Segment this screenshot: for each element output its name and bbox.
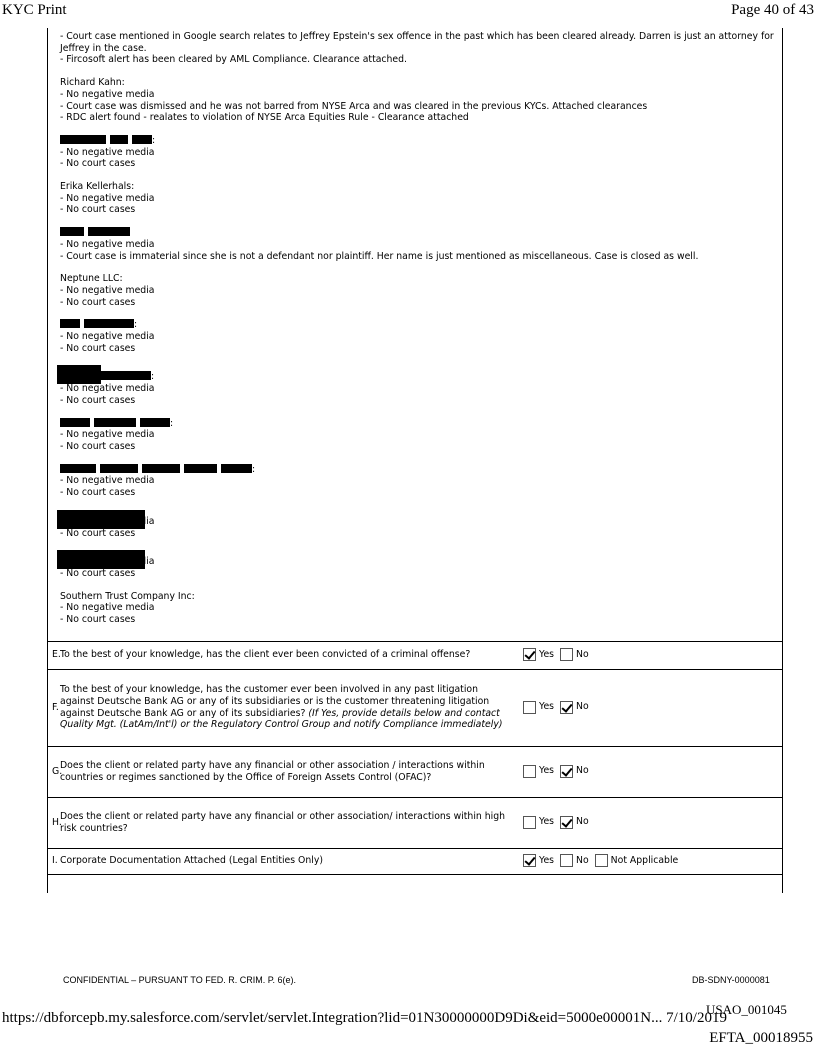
question-row: [47, 747, 783, 798]
checkbox-option-no[interactable]: [560, 701, 589, 714]
redaction-bar: [110, 135, 128, 144]
answer-options: [523, 648, 595, 661]
question-row: [47, 849, 783, 875]
redacted-name-suffix: :: [134, 319, 138, 331]
note-line: - No court cases: [60, 487, 136, 499]
confidential-notice: CONFIDENTIAL – PURSUANT TO FED. R. CRIM. P. 6(e).: [63, 975, 297, 985]
note-entry: [60, 418, 782, 453]
usao-number: USAO_001045: [706, 1002, 787, 1017]
checkbox-option-no[interactable]: [560, 854, 589, 867]
due-diligence-notes: [47, 28, 783, 641]
bates-number: DB-SDNY-0000081: [692, 975, 770, 985]
redaction-bar: [94, 418, 136, 427]
note-line: - No negative media: [60, 515, 155, 527]
empty-checkbox-icon[interactable]: [595, 854, 608, 867]
note-line: Richard Kahn:: [60, 77, 125, 89]
note-line: - No negative media: [60, 238, 155, 250]
redacted-name-suffix: :: [152, 134, 156, 146]
checkbox-label: No: [576, 765, 589, 777]
note-line: - No negative media: [60, 475, 155, 487]
checkbox-option-not-applicable[interactable]: [595, 854, 679, 867]
note-line: - No court cases: [60, 204, 136, 216]
question-letter: F.: [52, 701, 59, 713]
redaction-bar: [84, 319, 134, 328]
checked-checkbox-icon[interactable]: [560, 765, 573, 778]
note-line: - No negative media: [60, 602, 155, 614]
question-main-text: To the best of your knowledge, has the customer ever been involved in any past litigation against Deutsche Bank AG or any of its subsidiaries or is the customer threatening litigation against Deutsche Bank AG or any of its subsidiaries?: [60, 684, 490, 719]
page-number: Page 40 of 43: [731, 2, 814, 18]
note-line: Erika Kellerhals:: [60, 181, 135, 193]
form-continuation: [47, 875, 783, 893]
answer-options: [523, 854, 684, 867]
checkbox-label: Not Applicable: [610, 854, 679, 866]
note-line: - No negative media: [60, 383, 155, 395]
checkbox-label: Yes: [539, 701, 555, 713]
checkbox-label: Yes: [539, 854, 555, 866]
empty-checkbox-icon[interactable]: [523, 701, 536, 714]
note-line: - Fircosoft alert has been cleared by AML Compliance. Clearance attached.: [60, 54, 407, 66]
redaction-bar: [132, 135, 152, 144]
question-row: [47, 641, 783, 670]
note-entry: [60, 181, 782, 216]
note-entry: [60, 31, 782, 66]
checkbox-option-yes[interactable]: [523, 816, 554, 829]
note-entry: [60, 464, 782, 499]
note-line: Neptune LLC:: [60, 273, 123, 285]
question-main-text: To the best of your knowledge, has the client ever been convicted of a criminal offense?: [60, 649, 471, 661]
kyc-form: [47, 28, 783, 893]
checked-checkbox-icon[interactable]: [560, 816, 573, 829]
print-url: https://dbforcepb.my.salesforce.com/servlet/servlet.Integration?lid=01N30000000D9Di&eid=5000e00001N... 7/10/2019: [2, 1010, 727, 1026]
efta-number: EFTA_00018955: [709, 1030, 813, 1046]
question-text: [60, 760, 508, 783]
question-instruction: (If Yes, provide details below and contact Quality Mgt. (LatAm/Int'l) or the Regulatory Control Group and notify Compliance immediately): [60, 707, 503, 731]
question-row: [47, 670, 783, 747]
note-entry: [60, 135, 782, 170]
redaction-bar: [184, 464, 217, 473]
redaction-bar: [142, 464, 180, 473]
note-entry: [60, 550, 782, 579]
note-line: - No court cases: [60, 440, 136, 452]
answer-options: [523, 765, 595, 778]
question-text: [60, 855, 508, 867]
question-letter: I.: [52, 855, 58, 867]
question-letter: G.: [52, 765, 63, 777]
checkbox-label: Yes: [539, 765, 555, 777]
note-entry: [60, 77, 782, 124]
redaction-bar: [101, 371, 151, 380]
answer-options: [523, 701, 595, 714]
document-title: KYC Print: [2, 2, 67, 18]
note-line: Southern Trust Company Inc:: [60, 590, 195, 602]
checkbox-label: No: [576, 701, 589, 713]
empty-checkbox-icon[interactable]: [523, 816, 536, 829]
empty-checkbox-icon[interactable]: [560, 854, 573, 867]
note-line: - No negative media: [60, 284, 155, 296]
checkbox-option-no[interactable]: [560, 765, 589, 778]
question-letter: E.: [52, 649, 61, 661]
checkbox-option-yes[interactable]: [523, 854, 554, 867]
checked-checkbox-icon[interactable]: [560, 701, 573, 714]
redaction-bar: [140, 418, 170, 427]
note-line: - No court cases: [60, 296, 136, 308]
empty-checkbox-icon[interactable]: [560, 648, 573, 661]
redacted-name-line: [60, 135, 782, 147]
checked-checkbox-icon[interactable]: [523, 854, 536, 867]
note-line: - No negative media: [60, 192, 155, 204]
note-line: - No negative media: [60, 429, 155, 441]
question-letter: H.: [52, 816, 62, 828]
redacted-name-suffix: :: [151, 371, 155, 383]
note-entry: [60, 591, 782, 626]
checked-checkbox-icon[interactable]: [523, 648, 536, 661]
note-line: - No negative media: [60, 146, 155, 158]
redaction-bar: [221, 464, 252, 473]
note-line: - No court cases: [60, 527, 136, 539]
redaction-bar: [60, 319, 80, 328]
note-line: - No negative media: [60, 331, 155, 343]
questions-section: [47, 641, 783, 893]
question-main-text: Does the client or related party have any financial or other association / interactions within countries or regimes sanctioned by the Office of Foreign Assets Control (OFAC)?: [60, 760, 485, 783]
redaction-bar: [60, 418, 90, 427]
question-main-text: Does the client or related party have any financial or other association/ interactions within high risk countries?: [60, 811, 506, 834]
redacted-name-line: [101, 371, 782, 383]
redaction-bar: [57, 365, 101, 384]
checkbox-option-no[interactable]: [560, 816, 589, 829]
question-text: [60, 811, 508, 834]
checkbox-option-no[interactable]: [560, 648, 589, 661]
note-entry: [60, 510, 782, 539]
note-line: - RDC alert found - realates to violation of NYSE Arca Equities Rule - Clearance attached: [60, 112, 469, 124]
note-line: - Court case was dismissed and he was not barred from NYSE Arca and was cleared in the previous KYCs. Attached clearances: [60, 100, 648, 112]
question-text: [60, 649, 508, 661]
note-line: - No court cases: [60, 614, 136, 626]
note-line: - No court cases: [60, 342, 136, 354]
note-entry: [60, 365, 782, 406]
redacted-name-suffix: :: [252, 463, 256, 475]
checkbox-label: Yes: [539, 816, 555, 828]
note-line: Jeffrey in the case.: [60, 42, 147, 54]
note-line: - No court cases: [60, 158, 136, 170]
redacted-name-line: [60, 319, 782, 331]
question-main-text: Corporate Documentation Attached (Legal Entities Only): [60, 855, 323, 867]
note-entry: [60, 227, 782, 262]
checkbox-option-yes[interactable]: [523, 701, 554, 714]
note-line: - No court cases: [60, 394, 136, 406]
redaction-bar: [60, 135, 106, 144]
checkbox-label: No: [576, 854, 589, 866]
empty-checkbox-icon[interactable]: [523, 765, 536, 778]
redacted-name-line: [60, 464, 782, 476]
note-line: - Court case mentioned in Google search relates to Jeffrey Epstein's sex offence in the past which has been cleared already. Darren is just an attorney for: [60, 31, 774, 42]
redaction-bar: [88, 227, 130, 236]
question-row: [47, 798, 783, 849]
redaction-bar: [60, 227, 84, 236]
redacted-name-suffix: :: [170, 417, 174, 429]
note-line: - No negative media: [60, 88, 155, 100]
checkbox-label: Yes: [539, 648, 555, 660]
checkbox-label: No: [576, 648, 589, 660]
redacted-name-line: [60, 418, 782, 430]
redaction-bar: [60, 464, 96, 473]
answer-options: [523, 816, 595, 829]
question-text: [60, 684, 508, 731]
checkbox-option-yes[interactable]: [523, 648, 554, 661]
note-line: - No negative media: [60, 556, 155, 568]
note-line: - No court cases: [60, 567, 136, 579]
checkbox-label: No: [576, 816, 589, 828]
redaction-bar: [100, 464, 138, 473]
note-line: - Court case is immaterial since she is not a defendant nor plaintiff. Her name is just mentioned as miscellaneous. Case is closed as well.: [60, 250, 699, 262]
redacted-name-line: [60, 227, 782, 239]
note-entry: [60, 273, 782, 308]
checkbox-option-yes[interactable]: [523, 765, 554, 778]
note-entry: [60, 319, 782, 354]
